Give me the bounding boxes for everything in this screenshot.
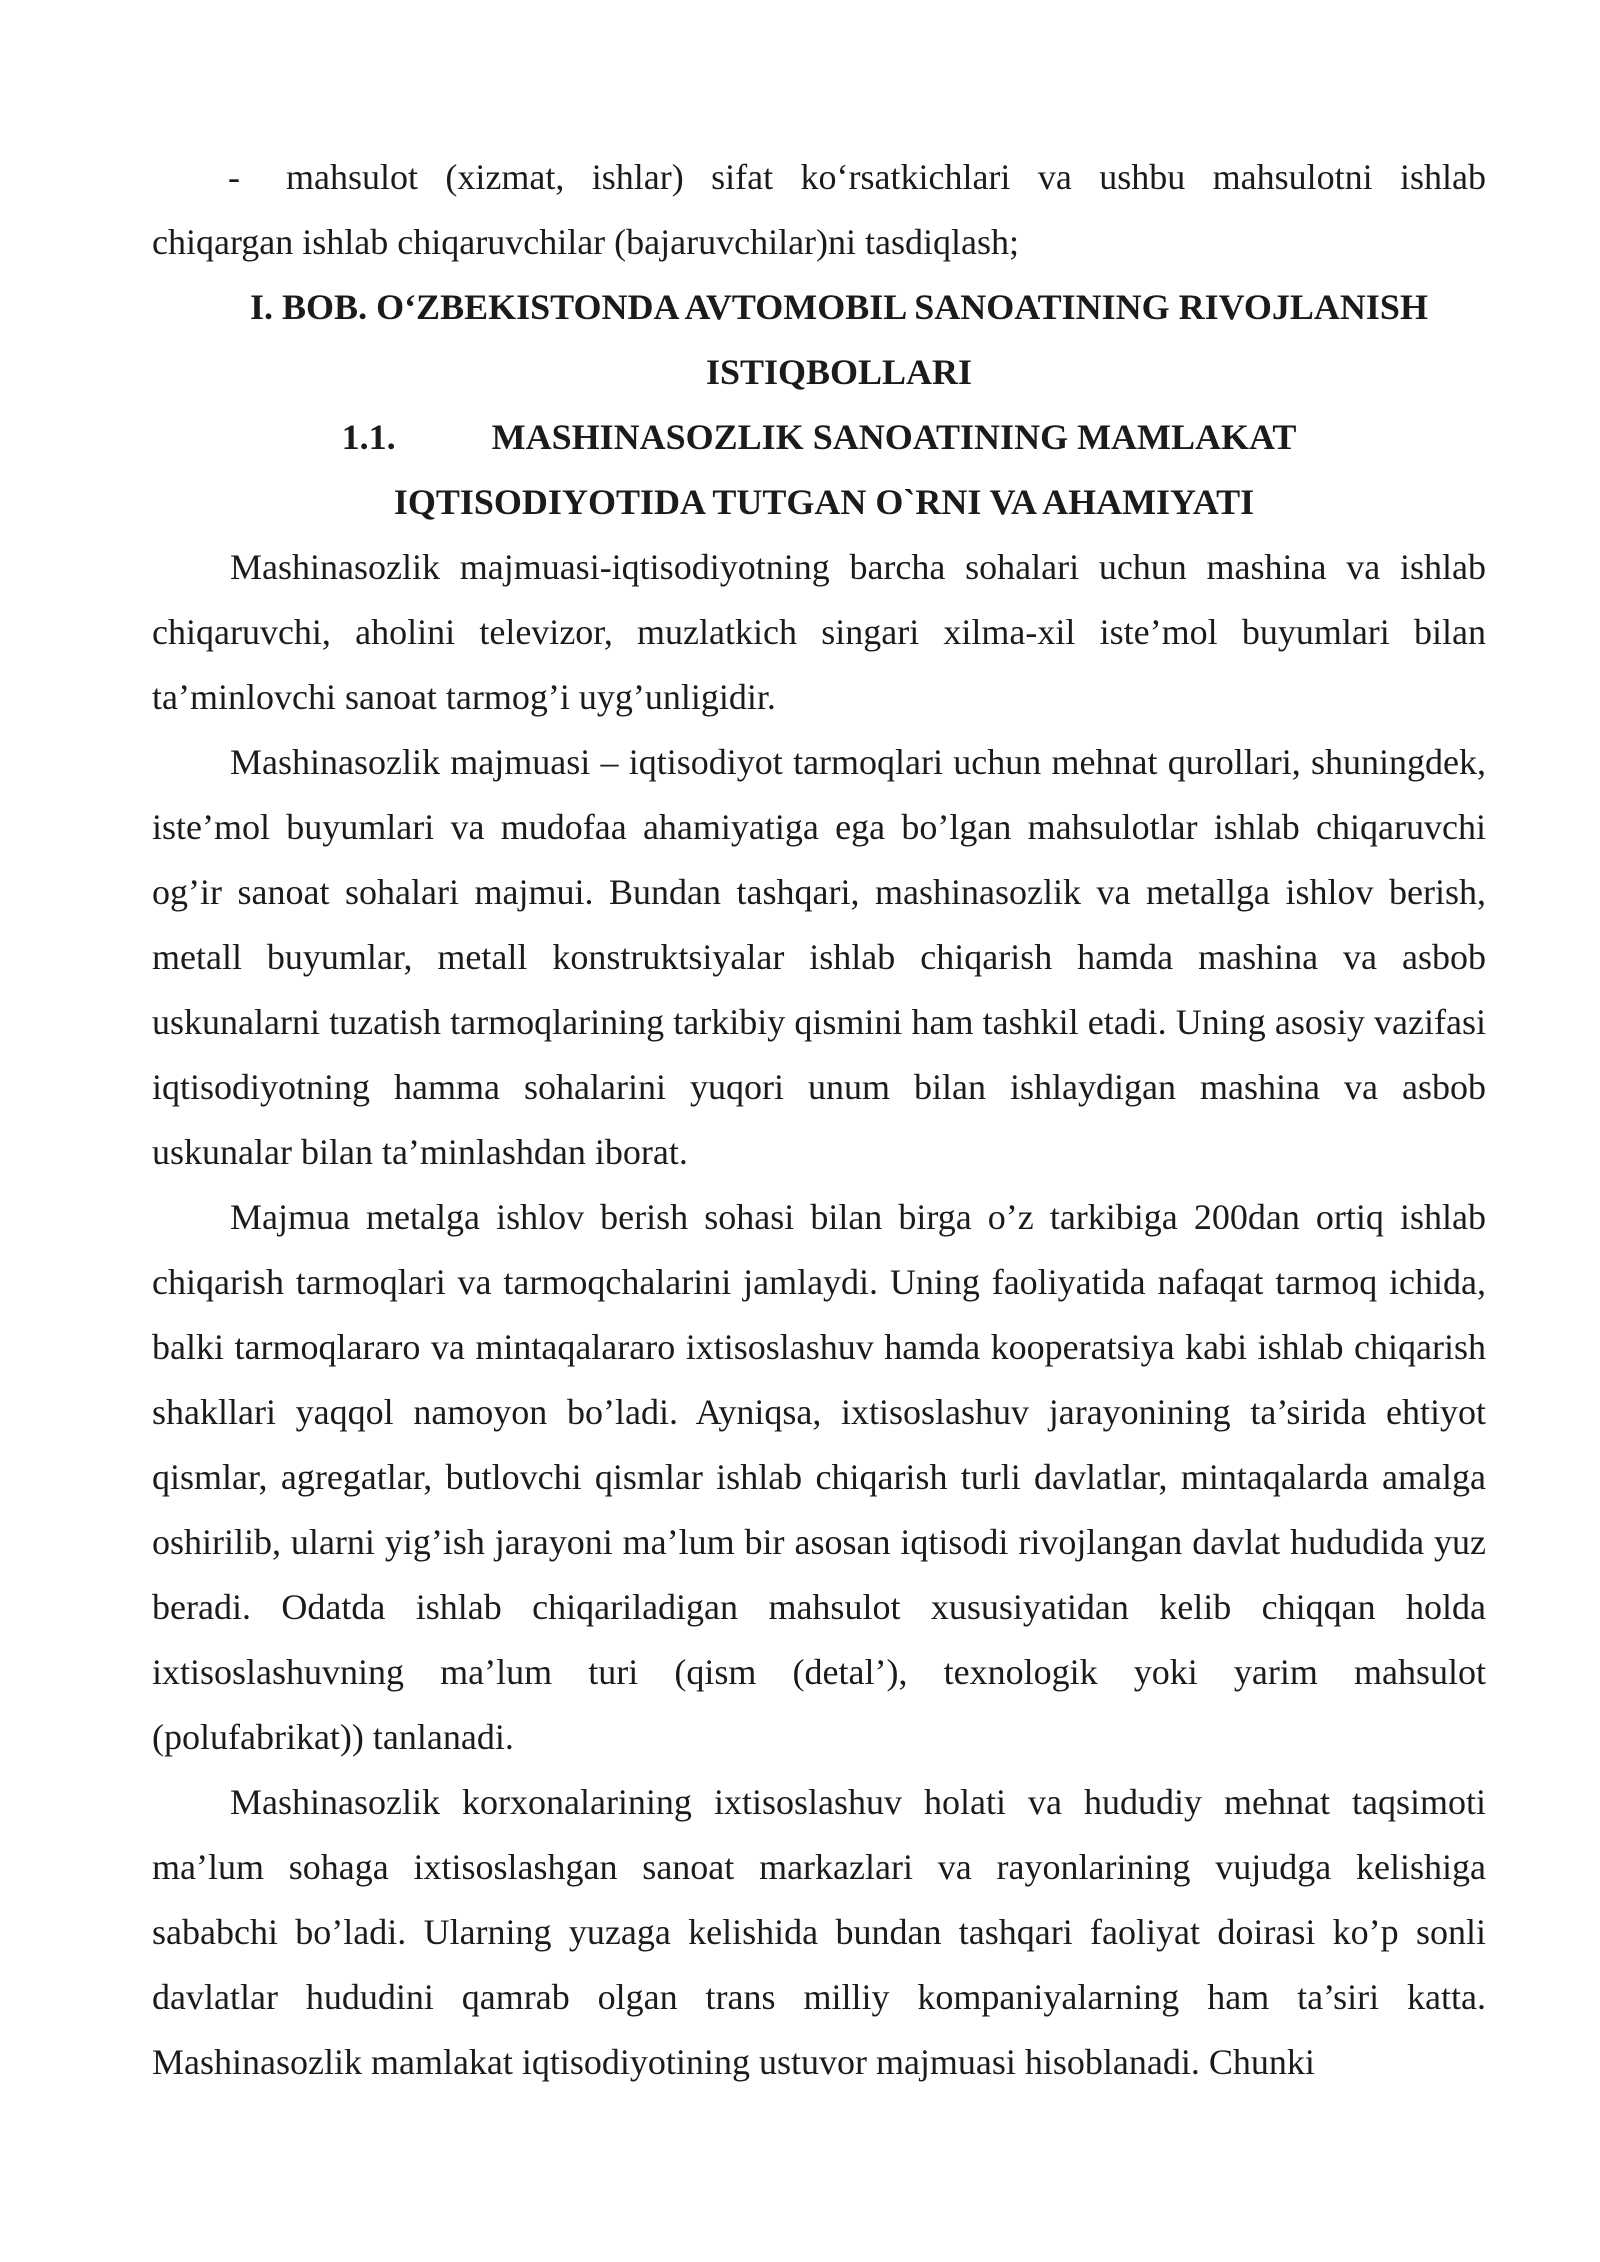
section-number: 1.1. — [341, 417, 396, 457]
paragraph: Mashinasozlik korxonalarining ixtisoslashuv holati va hududiy mehnat taqsimoti ma’lum sohaga ixtisoslashgan sanoat markazlari va rayonlarining vujudga kelishiga sababchi bo’ladi. Ularning yuzaga kelishida bundan tashqari faoliyat doirasi ko’p sonli davlatlar hududini qamrab olgan trans milliy kompaniyalarning ham ta’siri katta. Mashinasozlik mamlakat iqtisodiyotining ustuvor majmuasi hisoblanadi. Chunki — [152, 1782, 1486, 2082]
bullet-first-line — [152, 145, 1486, 210]
paragraph: Mashinasozlik majmuasi – iqtisodiyot tarmoqlari uchun mehnat qurollari, shuningdek, iste’mol buyumlari va mudofaa ahamiyatiga ega bo’lgan mahsulotlar ishlab chiqaruvchi og’ir sanoat sohalari majmui. Bundan tashqari, mashinasozlik va metallga ishlov berish, metall buyumlar, metall konstruktsiyalar ishlab chiqarish hamda mashina va asbob uskunalarni tuzatish tarmoqlarining tarkibiy qismini ham tashkil etadi. Uning asosiy vazifasi iqtisodiyotning hamma sohalarini yuqori unum bilan ishlaydigan mashina va asbob uskunalar bilan ta’minlashdan iborat. — [152, 742, 1486, 1172]
chapter-heading — [152, 275, 1486, 405]
paragraph: Majmua metalga ishlov berish sohasi bilan birga o’z tarkibiga 200dan ortiq ishlab chiqarish tarmoqlari va tarmoqchalarini jamlaydi. Uning faoliyatida nafaqat tarmoq ichida, balki tarmoqlararo va mintaqalararo ixtisoslashuv hamda kooperatsiya kabi ishlab chiqarish shakllari yaqqol namoyon bo’ladi. Ayniqsa, ixtisoslashuv jarayonining ta’sirida ehtiyot qismlar, agregatlar, butlovchi qismlar ishlab chiqarish turli davlatlar, mintaqalarda amalga oshirilib, ularni yig’ish jarayoni ma’lum bir asosan iqtisodi rivojlangan davlat hududida yuz beradi. Odatda ishlab chiqariladigan mahsulot xususiyatidan kelib chiqqan holda ixtisoslashuvning ma’lum turi (qism (detal’), texnologik yoki yarim mahsulot (polufabrikat)) tanlanadi. — [152, 1197, 1486, 1757]
bullet-text-line2: chiqargan ishlab chiqaruvchilar (bajaruvchilar)ni tasdiqlash; — [152, 222, 1020, 262]
section-heading — [152, 405, 1486, 535]
document-page — [152, 145, 1486, 2095]
bullet-dash: - — [228, 157, 240, 197]
chapter-heading-line1: I. BOB. OʻZBEKISTONDA AVTOMOBIL SANOATINING RIVOJLANISH — [250, 287, 1428, 327]
bullet-text-line1: mahsulot (xizmat, ishlar) sifat koʻrsatkichlari va ushbu mahsulotni ishlab — [286, 157, 1486, 197]
bullet-item — [152, 145, 1486, 275]
paragraph: Mashinasozlik majmuasi-iqtisodiyotning barcha sohalari uchun mashina va ishlab chiqaruvchi, aholini televizor, muzlatkich singari xilma-xil iste’mol buyumlari bilan ta’minlovchi sanoat tarmog’i uyg’unligidir. — [152, 547, 1486, 717]
chapter-heading-line2: ISTIQBOLLARI — [705, 352, 973, 392]
section-heading-line1: MASHINASOZLIK SANOATINING MAMLAKAT — [491, 417, 1297, 457]
section-heading-row1 — [152, 405, 1486, 470]
section-heading-line2: IQTISODIYOTIDA TUTGAN O`RNI VA AHAMIYATI — [393, 482, 1255, 522]
